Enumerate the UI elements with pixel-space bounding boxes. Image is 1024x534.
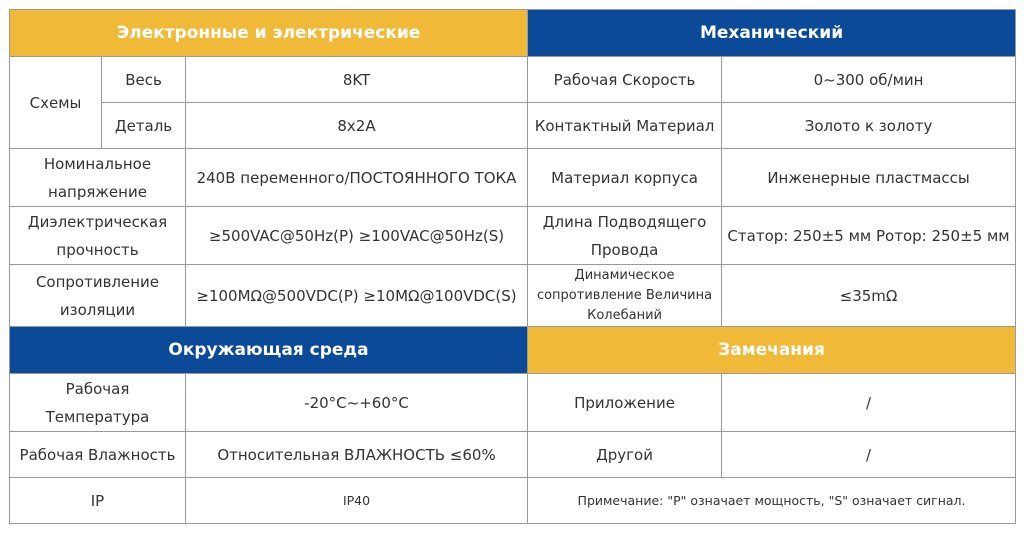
spec-table bbox=[9, 9, 1016, 524]
header-remarks: Замечания bbox=[528, 327, 1016, 374]
ip-label: IP bbox=[10, 478, 186, 524]
dielectric-value: ≥500VAC@50Hz(P) ≥100VAC@50Hz(S) bbox=[186, 207, 528, 265]
whole-value: 8KT bbox=[186, 57, 528, 103]
header-electrical: Электронные и электрические bbox=[10, 10, 528, 57]
speed-label: Рабочая Скорость bbox=[528, 57, 722, 103]
circuits-label: Схемы bbox=[10, 57, 102, 149]
insulation-value: ≥100MΩ@500VDC(P) ≥10MΩ@100VDC(S) bbox=[186, 265, 528, 327]
remarks-note: Примечание: "P" означает мощность, "S" означает сигнал. bbox=[528, 478, 1016, 524]
whole-label: Весь bbox=[102, 57, 186, 103]
humidity-label: Рабочая Влажность bbox=[10, 432, 186, 478]
dynamic-resistance-value: ≤35mΩ bbox=[722, 265, 1016, 327]
insulation-label: Сопротивление изоляции bbox=[10, 265, 186, 327]
rated-voltage-label: Номинальное напряжение bbox=[10, 149, 186, 207]
other-value: / bbox=[722, 432, 1016, 478]
rated-voltage-value: 240В переменного/ПОСТОЯННОГО ТОКА bbox=[186, 149, 528, 207]
ip-value: IP40 bbox=[186, 478, 528, 524]
lead-length-label: Длина Подводящего Провода bbox=[528, 207, 722, 265]
housing-value: Инженерные пластмассы bbox=[722, 149, 1016, 207]
dielectric-label: Диэлектрическая прочность bbox=[10, 207, 186, 265]
temperature-label: Рабочая Температура bbox=[10, 374, 186, 432]
detail-value: 8x2A bbox=[186, 103, 528, 149]
other-label: Другой bbox=[528, 432, 722, 478]
speed-value: 0~300 об/мин bbox=[722, 57, 1016, 103]
housing-label: Материал корпуса bbox=[528, 149, 722, 207]
temperature-value: -20°C~+60°C bbox=[186, 374, 528, 432]
header-mechanical: Механический bbox=[528, 10, 1016, 57]
contact-value: Золото к золоту bbox=[722, 103, 1016, 149]
header-environment: Окружающая среда bbox=[10, 327, 528, 374]
detail-label: Деталь bbox=[102, 103, 186, 149]
application-label: Приложение bbox=[528, 374, 722, 432]
contact-label: Контактный Материал bbox=[528, 103, 722, 149]
application-value: / bbox=[722, 374, 1016, 432]
lead-length-value: Статор: 250±5 мм Ротор: 250±5 мм bbox=[722, 207, 1016, 265]
dynamic-resistance-label: Динамическое сопротивление Величина Колебаний bbox=[528, 265, 722, 327]
humidity-value: Относительная ВЛАЖНОСТЬ ≤60% bbox=[186, 432, 528, 478]
